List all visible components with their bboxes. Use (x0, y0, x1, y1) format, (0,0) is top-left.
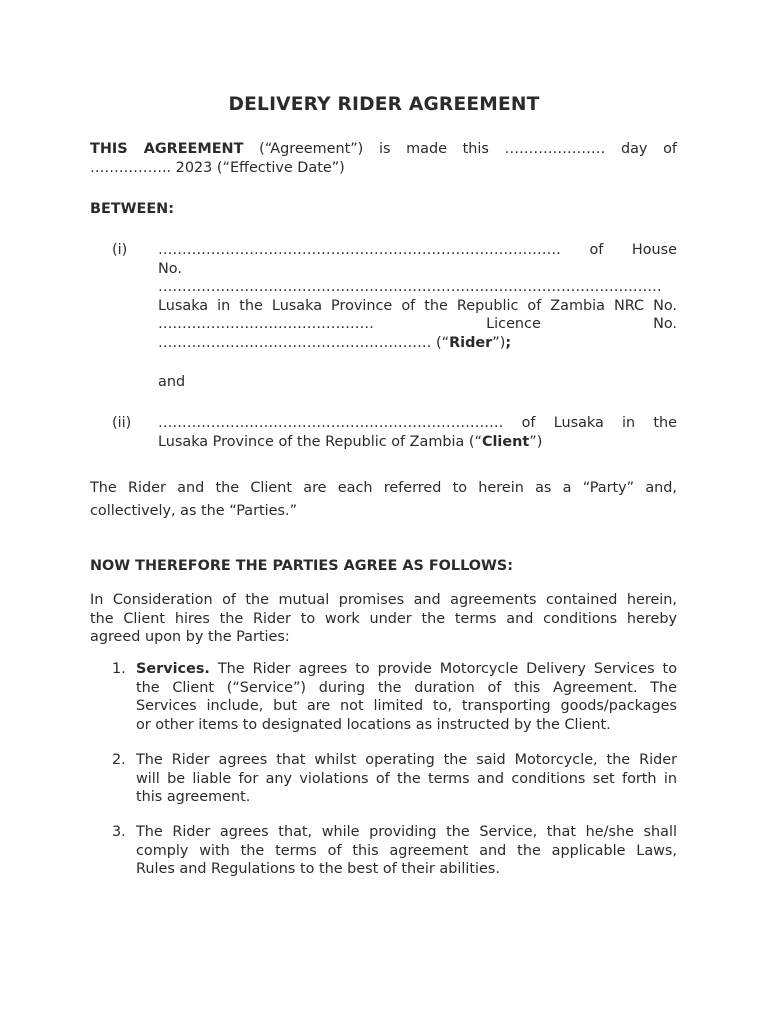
party-i-text (158, 241, 677, 352)
parties-line-2: collectively, as the “Parties.” (90, 502, 298, 519)
party-ii-line-2 (158, 433, 677, 452)
clause-3-line-1: The Rider agrees that, while providing the Service, that he/she shall (136, 824, 677, 840)
party-i-line-5: ……………………………………… Licence No. (158, 316, 677, 332)
clause-3-number: 3. (112, 824, 126, 840)
and-word: and (158, 374, 186, 390)
party-i-line-2: No. (158, 260, 182, 277)
party-i-semicolon: ; (505, 334, 512, 351)
intro-line-2: …………….. 2023 (“Effective Date”) (90, 159, 345, 176)
parties-paragraph (90, 477, 677, 522)
party-i-line-4: Lusaka in the Lusaka Province of the Republic of Zambia NRC No. (158, 297, 677, 314)
intro-lead: THIS AGREEMENT (90, 141, 244, 157)
consideration-line-2: the Client hires the Rider to work under the terms and conditions hereby (90, 610, 677, 627)
intro-line-1-rest: (“Agreement”) is made this ………………… day of (243, 141, 677, 157)
party-i-line-6-prefix: ………………………………………………… (“ (158, 334, 450, 351)
clause-2-line-3: this agreement. (136, 789, 251, 805)
clause-1-number: 1. (112, 661, 126, 677)
rider-defined-term: Rider (449, 334, 493, 351)
party-ii-line-2-suffix: ”) (529, 433, 543, 450)
clause-1-line-1-rest: The Rider agrees to provide Motorcycle Delivery Services to (209, 661, 677, 677)
parties-line-1: The Rider and the Client are each referred to herein as a “Party” and, (90, 480, 677, 496)
clause-3-line-2: comply with the terms of this agreement and the applicable Laws, (136, 842, 677, 859)
intro-paragraph (90, 140, 677, 177)
party-i-line-6 (158, 334, 677, 353)
clause-1-heading: Services. (136, 661, 210, 677)
party-ii-line-2-prefix: Lusaka Province of the Republic of Zambia (“ (158, 433, 482, 450)
clause-1-line-2: the Client (“Service”) during the duration of this Agreement. The (136, 679, 677, 696)
clause-2-line-1: The Rider agrees that whilst operating the said Motorcycle, the Rider (136, 752, 677, 768)
clause-1-text (136, 660, 677, 734)
clause-1-line-3: Services include, but are not limited to, transporting goods/packages (136, 698, 677, 714)
clause-3-line-3: Rules and Regulations to the best of their abilities. (136, 861, 500, 877)
agree-heading: NOW THEREFORE THE PARTIES AGREE AS FOLLOWS: (90, 558, 513, 574)
party-ii-line-1: ……………………………………………………………… of Lusaka in the (158, 415, 677, 431)
document-title: DELIVERY RIDER AGREEMENT (228, 94, 540, 115)
party-ii-text (158, 414, 677, 451)
between-heading: BETWEEN: (90, 201, 174, 217)
clause-1-line-4: or other items to designated locations as instructed by the Client. (136, 716, 611, 733)
clause-2-text (136, 751, 677, 807)
consideration-line-1: In Consideration of the mutual promises and agreements contained herein, (90, 592, 677, 608)
clause-2-line-2: will be liable for any violations of the terms and conditions set forth in (136, 770, 677, 787)
clause-2-number: 2. (112, 752, 126, 768)
intro-line-1 (90, 140, 677, 159)
party-i-line-1: ………………………………………………………………………… of House (158, 242, 677, 258)
party-ii-marker: (ii) (112, 415, 132, 431)
clause-1-line-1 (136, 660, 677, 679)
clause-3-text (136, 823, 677, 879)
party-i-line-3: …………………………………………………………………………………………… (158, 279, 662, 295)
party-i-marker: (i) (112, 242, 128, 258)
client-defined-term: Client (481, 433, 530, 450)
consideration-line-3: agreed upon by the Parties: (90, 629, 290, 645)
party-i-line-6-suffix: ”) (492, 334, 506, 351)
consideration-paragraph (90, 591, 677, 647)
